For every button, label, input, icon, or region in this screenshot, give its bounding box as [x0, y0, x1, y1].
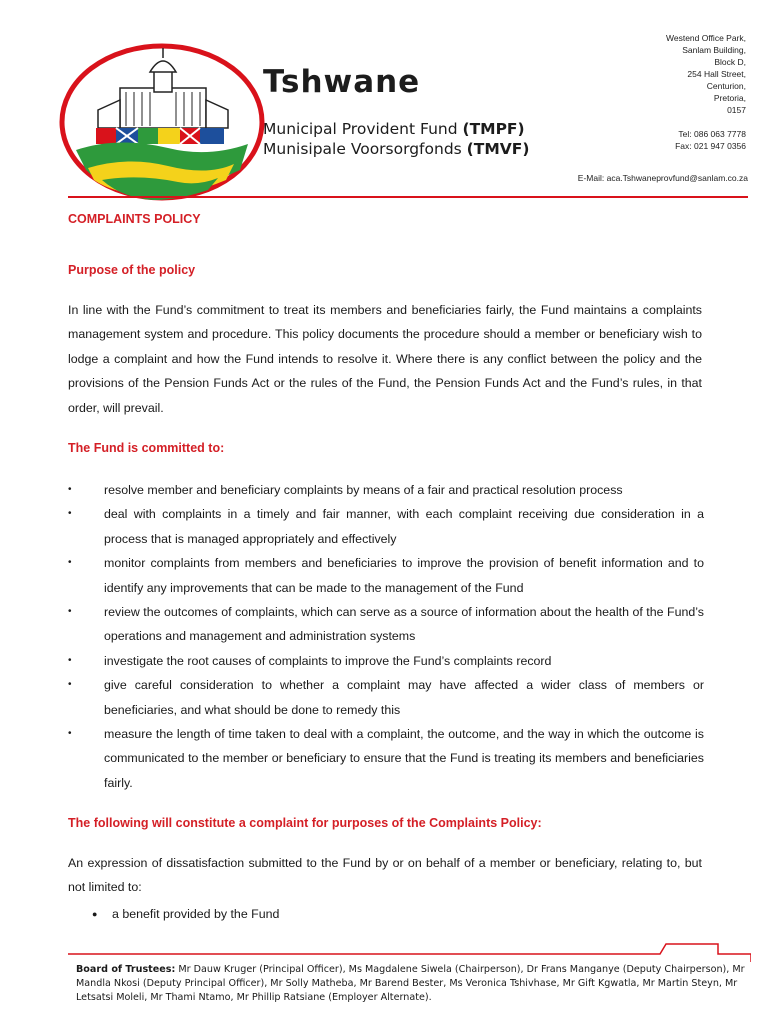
address-line: Sanlam Building, — [682, 45, 746, 55]
list-item: • resolve member and beneficiary complaints by means of a fair and practical resolution process — [68, 478, 704, 502]
purpose-paragraph: In line with the Fund’s commitment to treat its members and beneficiaries fairly, the Fund maintains a complaints management system and procedure. This policy documents the procedure should a member or beneficiary wish to lodge a complaint and how the Fund intends to resolve it. Where there is any conflict between the policy and the provisions of the Pension Funds Act or the rules of the Fund, the Pension Funds Act and the Fund’s rules, in that order, will prevail. — [68, 303, 702, 415]
email-address: E-Mail: aca.Tshwaneprovfund@sanlam.co.za — [577, 173, 748, 183]
address-line: Block D, — [714, 57, 746, 67]
brand-name: Tshwane — [263, 64, 421, 100]
list-item: • give careful consideration to whether a complaint may have affected a wider class of members or beneficiaries, and what should be done to remedy this — [68, 673, 704, 722]
address-line: Pretoria, — [713, 93, 746, 103]
brand-subtitle-english: Municipal Provident Fund (TMPF) — [263, 120, 525, 138]
postal-address — [616, 32, 746, 116]
constitute-paragraph: An expression of dissatisfaction submitted to the Fund by or on behalf of a member or beneficiary, relating to, but not limited to: — [68, 856, 702, 895]
address-line: 254 Hall Street, — [687, 69, 746, 79]
constitute-heading: The following will constitute a complaint for purposes of the Complaints Policy: — [68, 816, 542, 830]
list-item: • review the outcomes of complaints, which can serve as a source of information about the health of the Fund’s operations and management and administration systems — [68, 600, 704, 649]
footer-border — [68, 942, 751, 962]
list-item: • measure the length of time taken to deal with a complaint, the outcome, and the way in which the outcome is communicated to the member or beneficiary to ensure that the Fund is treating its members and beneficiaries fairly. — [68, 722, 704, 795]
contact-numbers — [606, 128, 746, 152]
address-line: Centurion, — [706, 81, 746, 91]
fax-number: Fax: 021 947 0356 — [675, 141, 746, 151]
committed-list — [68, 478, 704, 795]
address-line: 0157 — [727, 105, 746, 115]
purpose-heading: Purpose of the policy — [68, 263, 196, 277]
address-line: Westend Office Park, — [666, 33, 746, 43]
footer-label: Board of Trustees: — [76, 964, 176, 975]
list-item: • investigate the root causes of complaints to improve the Fund’s complaints record — [68, 649, 704, 673]
list-item: • monitor complaints from members and beneficiaries to improve the provision of benefit information and to identify any improvements that can be made to the management of the Fund — [68, 551, 704, 600]
committed-heading: The Fund is committed to: — [68, 441, 225, 455]
header-divider — [68, 196, 748, 198]
list-item: • deal with complaints in a timely and fair manner, with each complaint receiving due consideration in a process that is managed appropriately and effectively — [68, 502, 704, 551]
list-item: ● a benefit provided by the Fund — [92, 902, 279, 926]
document-title: COMPLAINTS POLICY — [68, 212, 201, 226]
tmpf-logo — [58, 40, 268, 205]
brand-subtitle-afrikaans: Munisipale Voorsorgfonds (TMVF) — [263, 140, 530, 158]
phone-number: Tel: 086 063 7778 — [678, 129, 746, 139]
city-hall-icon — [98, 48, 228, 128]
board-of-trustees — [76, 963, 766, 1006]
footer-text: Mr Dauw Kruger (Principal Officer), Ms Magdalene Siwela (Chairperson), Dr Frans Manganye (Deputy Chairperson), Mr Mandla Nkosi (Deputy Principal Officer), Mr Solly Matheba, Mr Barend Bester, Ms Veronica Tshivhase, Mr Gift Kgwatla, Mr Martin Steyn, Mr Letsatsi Moleli, Mr Thami Ntamo, Mr Phillip Ratsiane (Employer Alternate). — [76, 964, 745, 1004]
constitute-list — [92, 902, 279, 926]
